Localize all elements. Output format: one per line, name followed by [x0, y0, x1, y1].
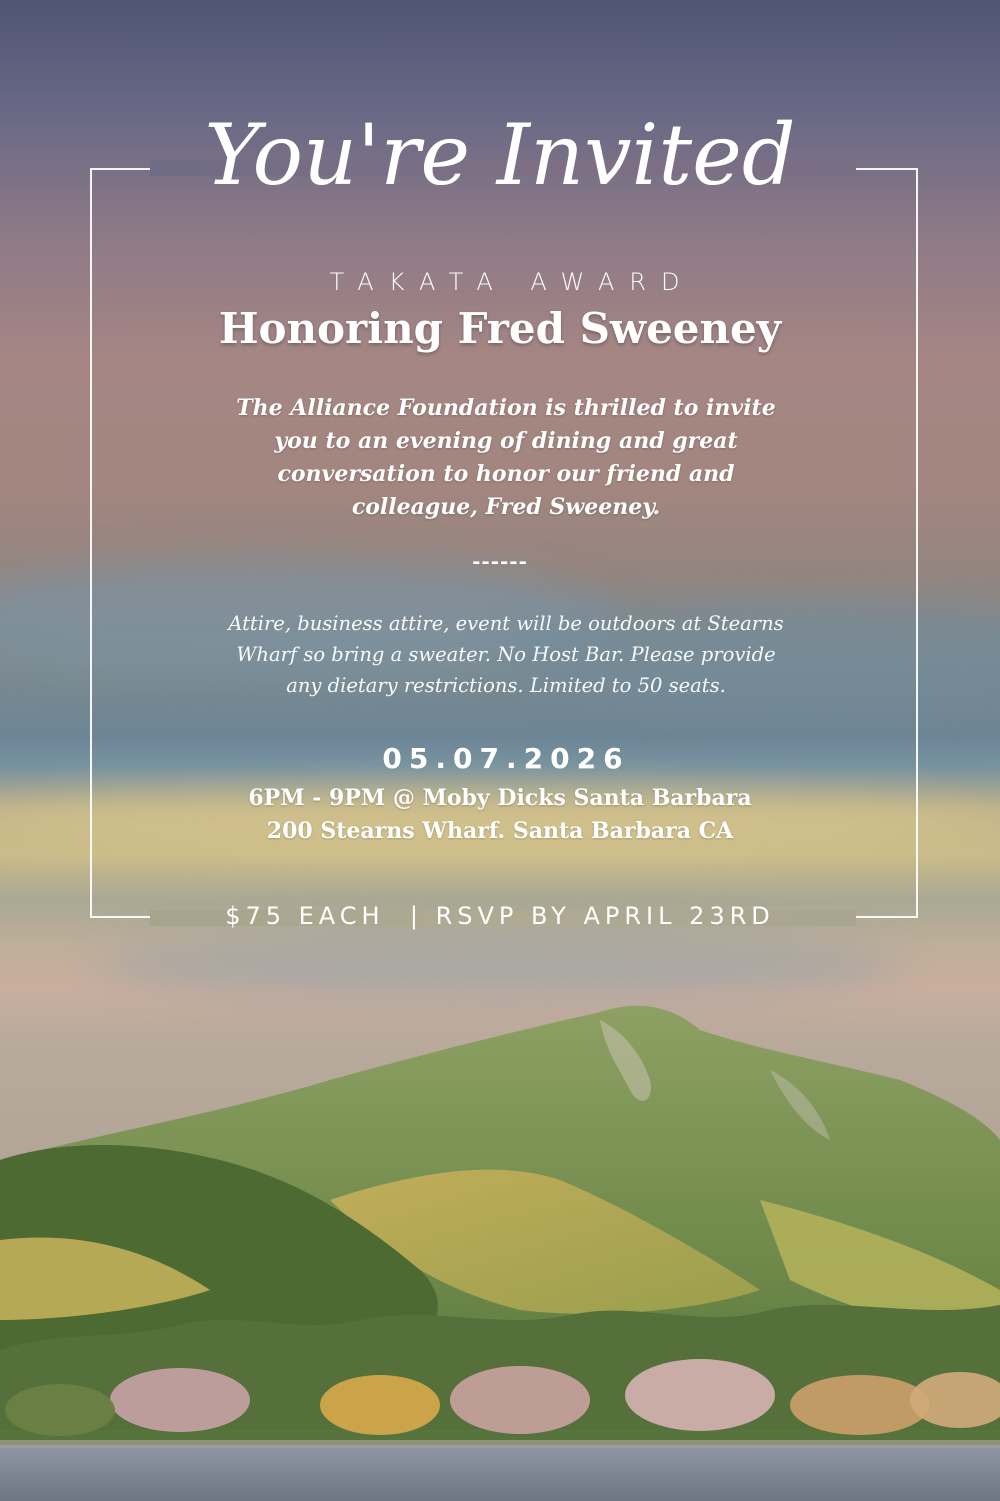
honoree-headline: Honoring Fred Sweeney: [218, 304, 782, 353]
script-heading-text: You're Invited: [204, 106, 796, 204]
event-date: 05.07.2026: [382, 742, 630, 775]
details-line: Wharf so bring a sweater. No Host Bar. Please provide: [236, 643, 776, 666]
venue-address-line: 200 Stearns Wharf. Santa Barbara CA: [266, 818, 734, 844]
intro-line: colleague, Fred Sweeney.: [351, 494, 661, 520]
landscape-painting: [0, 990, 1000, 1501]
intro-line: conversation to honor our friend and: [277, 461, 735, 487]
intro-line: The Alliance Foundation is thrilled to invite: [236, 395, 776, 421]
event-venue: [0, 782, 1000, 848]
intro-line: you to an evening of dining and great: [274, 428, 738, 454]
intro-paragraph: [200, 392, 812, 524]
price-rsvp-footer: $75 EACH | RSVP BY APRIL 23RD: [225, 902, 775, 930]
award-eyebrow: TAKATA AWARD: [329, 268, 695, 296]
details-line: any dietary restrictions. Limited to 50 seats.: [286, 674, 726, 697]
event-details: [200, 608, 812, 701]
script-heading: [150, 88, 850, 228]
details-line: Attire, business attire, event will be outdoors at Stearns: [228, 612, 784, 635]
venue-time-line: 6PM - 9PM @ Moby Dicks Santa Barbara: [248, 785, 752, 811]
section-divider: ------: [472, 549, 528, 573]
